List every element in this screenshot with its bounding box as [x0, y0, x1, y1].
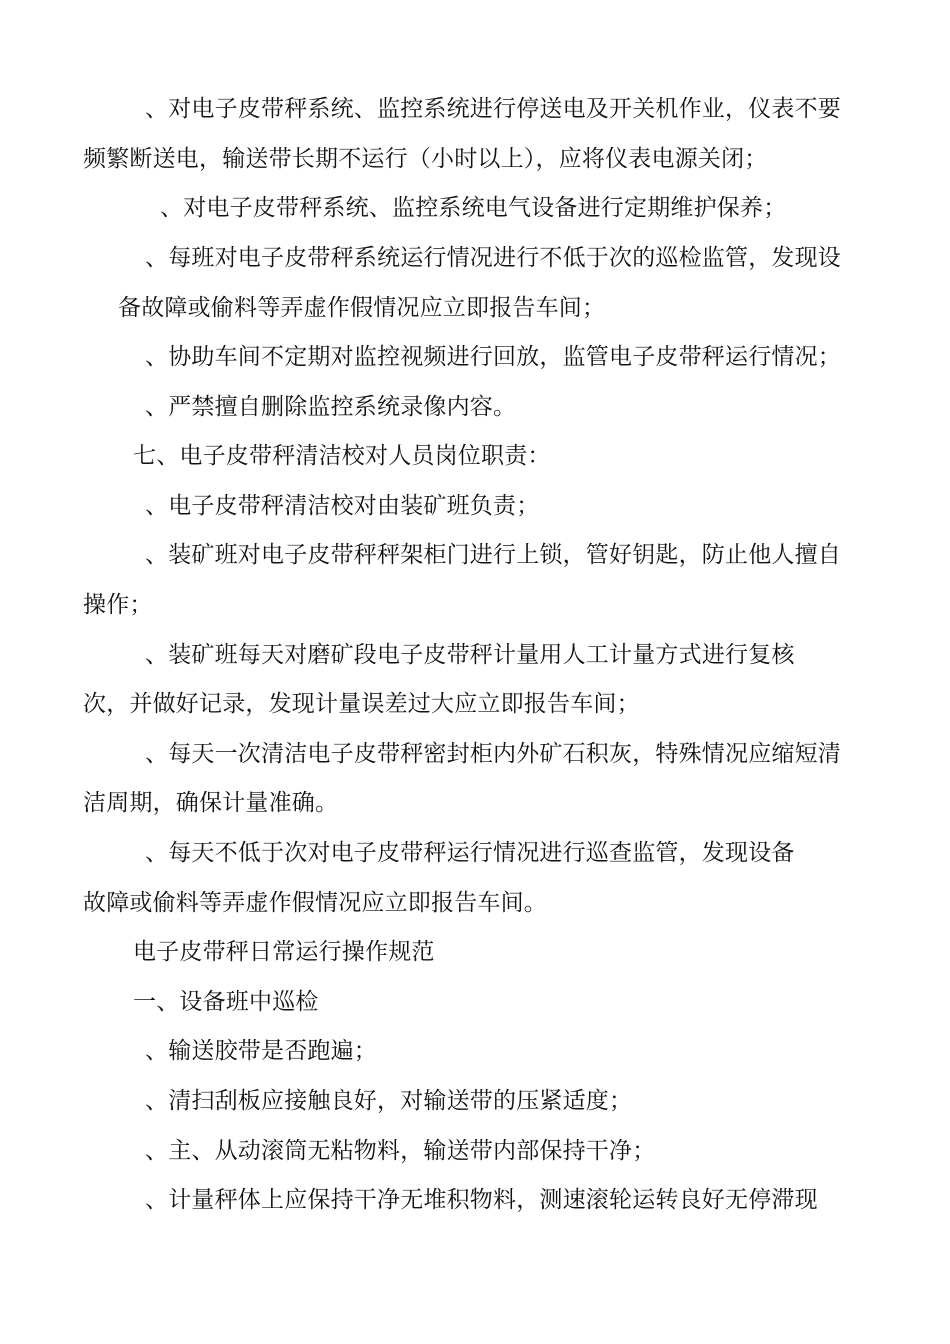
paragraph-line: 、电子皮带秤清洁校对由装矿班负责； [145, 493, 540, 519]
section-heading: 一、设备班中巡检 [133, 989, 319, 1015]
paragraph-line: 、清扫刮板应接触良好，对输送带的压紧适度； [145, 1088, 633, 1114]
paragraph-line: 、对电子皮带秤系统、监控系统进行停送电及开关机作业，仪表不要 [145, 96, 841, 122]
paragraph-line: 、对电子皮带秤系统、监控系统电气设备进行定期维护保养； [160, 195, 787, 221]
section-heading: 七、电子皮带秤清洁校对人员岗位职责： [133, 443, 551, 469]
paragraph-line: 、装矿班每天对磨矿段电子皮带秤计量用人工计量方式进行复核 [145, 642, 795, 668]
paragraph-line: 操作； [83, 592, 153, 618]
paragraph-line: 次，并做好记录，发现计量误差过大应立即报告车间； [83, 691, 640, 717]
paragraph-line: 、严禁擅自删除监控系统录像内容。 [145, 394, 517, 420]
paragraph-line: 、协助车间不定期对监控视频进行回放，监管电子皮带秤运行情况； [145, 344, 841, 370]
paragraph-line: 、每天一次清洁电子皮带秤密封柜内外矿石积灰，特殊情况应缩短清 [145, 741, 841, 767]
paragraph-line: 、每天不低于次对电子皮带秤运行情况进行巡查监管，发现设备 [145, 840, 795, 866]
paragraph-line: 故障或偷料等弄虚作假情况应立即报告车间。 [83, 890, 547, 916]
paragraph-line: 洁周期，确保计量准确。 [83, 790, 339, 816]
paragraph-line: 备故障或偷料等弄虚作假情况应立即报告车间； [118, 295, 606, 321]
section-heading: 电子皮带秤日常运行操作规范 [133, 939, 435, 965]
paragraph-line: 、装矿班对电子皮带秤秤架柜门进行上锁，管好钥匙，防止他人擅自 [145, 542, 841, 568]
paragraph-line: 、每班对电子皮带秤系统运行情况进行不低于次的巡检监管，发现设 [145, 245, 841, 271]
paragraph-line: 频繁断送电，输送带长期不运行（小时以上），应将仪表电源关闭； [83, 146, 768, 172]
paragraph-line: 、输送胶带是否跑遍； [145, 1038, 377, 1064]
paragraph-line: 、计量秤体上应保持干净无堆积物料，测速滚轮运转良好无停滞现 [145, 1187, 818, 1213]
paragraph-line: 、主、从动滚筒无粘物料，输送带内部保持干净； [145, 1138, 656, 1164]
